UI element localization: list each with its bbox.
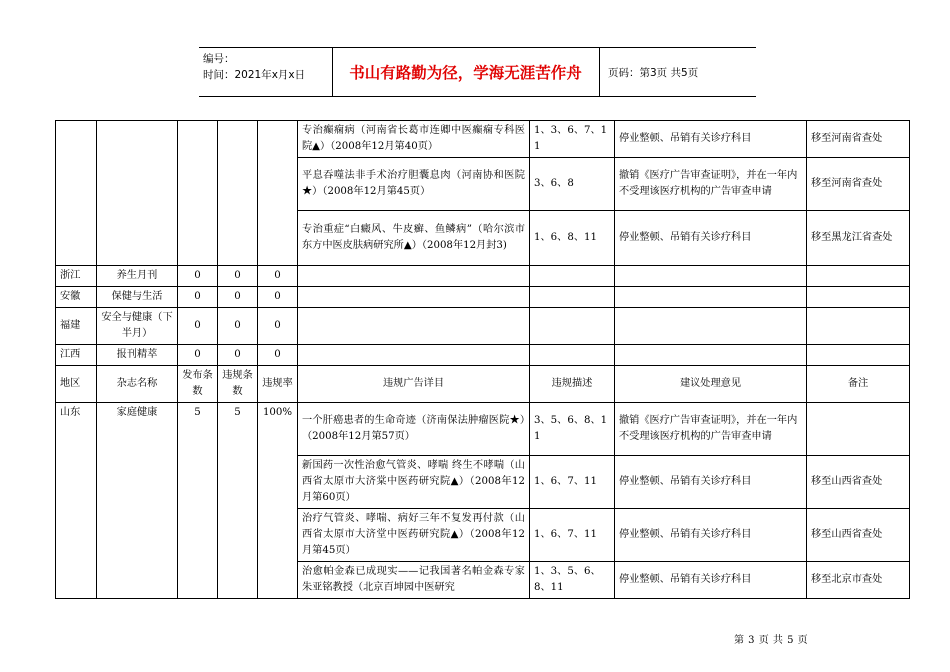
- page-footer: 第 3 页 共 5 页: [734, 635, 809, 646]
- violation-desc: 1、6、7、11: [530, 509, 615, 562]
- violation-desc: 3、6、8: [530, 158, 615, 211]
- ad-detail: 一个肝癌患者的生命奇迹（济南保法肿瘤医院★）（2008年12月第57页）: [298, 403, 530, 456]
- violations-cell: 0: [218, 266, 258, 287]
- table-row: [56, 266, 910, 287]
- rate-cell: [258, 121, 298, 266]
- violations-cell: 5: [218, 403, 258, 599]
- ad-detail: 治愈帕金森已成现实——记我国著名帕金森专家朱亚铭教授（北京百坤园中医研究: [298, 562, 530, 599]
- rate-cell: 0: [258, 287, 298, 308]
- document-header: [199, 47, 756, 97]
- header-note: 备注: [807, 366, 910, 403]
- empty-cell: [530, 308, 615, 345]
- table-row: [56, 403, 910, 456]
- header-published: 发布条数: [178, 366, 218, 403]
- empty-cell: [298, 287, 530, 308]
- table-header-row: [56, 366, 910, 403]
- empty-cell: [298, 266, 530, 287]
- violations-cell: [218, 121, 258, 266]
- region-cell: 安徽: [56, 287, 97, 308]
- ad-detail: 新国药一次性治愈气管炎、哮喘 终生不哮喘（山西省太原市大济棠中医药研究院▲）（2008年12月第60页）: [298, 456, 530, 509]
- region-cell: [56, 121, 97, 266]
- note: [807, 403, 910, 456]
- ad-detail: 治疗气管炎、哮喘、病好三年不复发再付款（山西省太原市大济堂中医药研究院▲）（2008年12月第45页）: [298, 509, 530, 562]
- violation-desc: 1、3、6、7、11: [530, 121, 615, 158]
- header-desc: 违规描述: [530, 366, 615, 403]
- rate-cell: 100%: [258, 403, 298, 599]
- region-cell: 江西: [56, 345, 97, 366]
- note: 移至北京市查处: [807, 562, 910, 599]
- empty-cell: [530, 345, 615, 366]
- rate-cell: 0: [258, 308, 298, 345]
- ad-detail: 专治重症“白癜风、牛皮癣、鱼鳞病”（哈尔滨市东方中医皮肤病研究所▲）（2008年12月封3): [298, 211, 530, 266]
- published-cell: [178, 121, 218, 266]
- header-magazine: 杂志名称: [97, 366, 178, 403]
- rate-cell: 0: [258, 345, 298, 366]
- magazine-cell: 养生月刊: [97, 266, 178, 287]
- handling-advice: 停业整顿、吊销有关诊疗科目: [615, 211, 807, 266]
- published-cell: 0: [178, 266, 218, 287]
- empty-cell: [298, 345, 530, 366]
- table-row: [56, 308, 910, 345]
- empty-cell: [807, 308, 910, 345]
- violations-cell: 0: [218, 308, 258, 345]
- empty-cell: [615, 266, 807, 287]
- header-violations: 违规条数: [218, 366, 258, 403]
- region-cell: 浙江: [56, 266, 97, 287]
- magazine-cell: 保健与生活: [97, 287, 178, 308]
- table-row: [56, 345, 910, 366]
- rate-cell: 0: [258, 266, 298, 287]
- violations-cell: 0: [218, 345, 258, 366]
- empty-cell: [615, 287, 807, 308]
- violation-desc: 1、3、5、6、8、11: [530, 562, 615, 599]
- violation-desc: 1、6、8、11: [530, 211, 615, 266]
- motto: 书山有路勤为径，学海无涯苦作舟: [332, 48, 600, 96]
- table-row: [56, 121, 910, 158]
- published-cell: 5: [178, 403, 218, 599]
- empty-cell: [807, 345, 910, 366]
- magazine-cell: [97, 121, 178, 266]
- time-label: 时间：2021年x月x日: [203, 69, 306, 81]
- magazine-cell: 报刊精萃: [97, 345, 178, 366]
- empty-cell: [298, 308, 530, 345]
- magazine-cell: 家庭健康: [97, 403, 178, 599]
- table-row: [56, 287, 910, 308]
- note: 移至河南省查处: [807, 158, 910, 211]
- empty-cell: [615, 308, 807, 345]
- violation-desc: 3、5、6、8、11: [530, 403, 615, 456]
- violation-desc: 1、6、7、11: [530, 456, 615, 509]
- region-cell: 山东: [56, 403, 97, 599]
- published-cell: 0: [178, 287, 218, 308]
- note: 移至黑龙江省查处: [807, 211, 910, 266]
- note: 移至河南省查处: [807, 121, 910, 158]
- header-detail: 违规广告详目: [298, 366, 530, 403]
- header-meta: [199, 48, 333, 96]
- handling-advice: 停业整顿、吊销有关诊疗科目: [615, 509, 807, 562]
- note: 移至山西省查处: [807, 509, 910, 562]
- handling-advice: 停业整顿、吊销有关诊疗科目: [615, 456, 807, 509]
- published-cell: 0: [178, 308, 218, 345]
- note: 移至山西省查处: [807, 456, 910, 509]
- number-label: 编号：: [203, 53, 235, 65]
- published-cell: 0: [178, 345, 218, 366]
- magazine-cell: 安全与健康（下半月）: [97, 308, 178, 345]
- region-cell: 福建: [56, 308, 97, 345]
- handling-advice: 停业整顿、吊销有关诊疗科目: [615, 121, 807, 158]
- ad-detail: 专治癫痫病（河南省长葛市连卿中医癫痫专科医院▲）（2008年12月第40页）: [298, 121, 530, 158]
- empty-cell: [807, 266, 910, 287]
- violations-cell: 0: [218, 287, 258, 308]
- empty-cell: [530, 266, 615, 287]
- handling-advice: 撤销《医疗广告审查证明》，并在一年内不受理该医疗机构的广告审查申请: [615, 403, 807, 456]
- header-advice: 建议处理意见: [615, 366, 807, 403]
- empty-cell: [807, 287, 910, 308]
- empty-cell: [615, 345, 807, 366]
- handling-advice: 停业整顿、吊销有关诊疗科目: [615, 562, 807, 599]
- handling-advice: 撤销《医疗广告审查证明》，并在一年内不受理该医疗机构的广告审查申请: [615, 158, 807, 211]
- empty-cell: [530, 287, 615, 308]
- header-region: 地区: [56, 366, 97, 403]
- page-code: 页码：第3页 共5页: [608, 66, 699, 79]
- violation-table: [55, 120, 910, 599]
- header-rate: 违规率: [258, 366, 298, 403]
- ad-detail: 平息吞噬法非手术治疗胆囊息肉（河南协和医院★）（2008年12月第45页）: [298, 158, 530, 211]
